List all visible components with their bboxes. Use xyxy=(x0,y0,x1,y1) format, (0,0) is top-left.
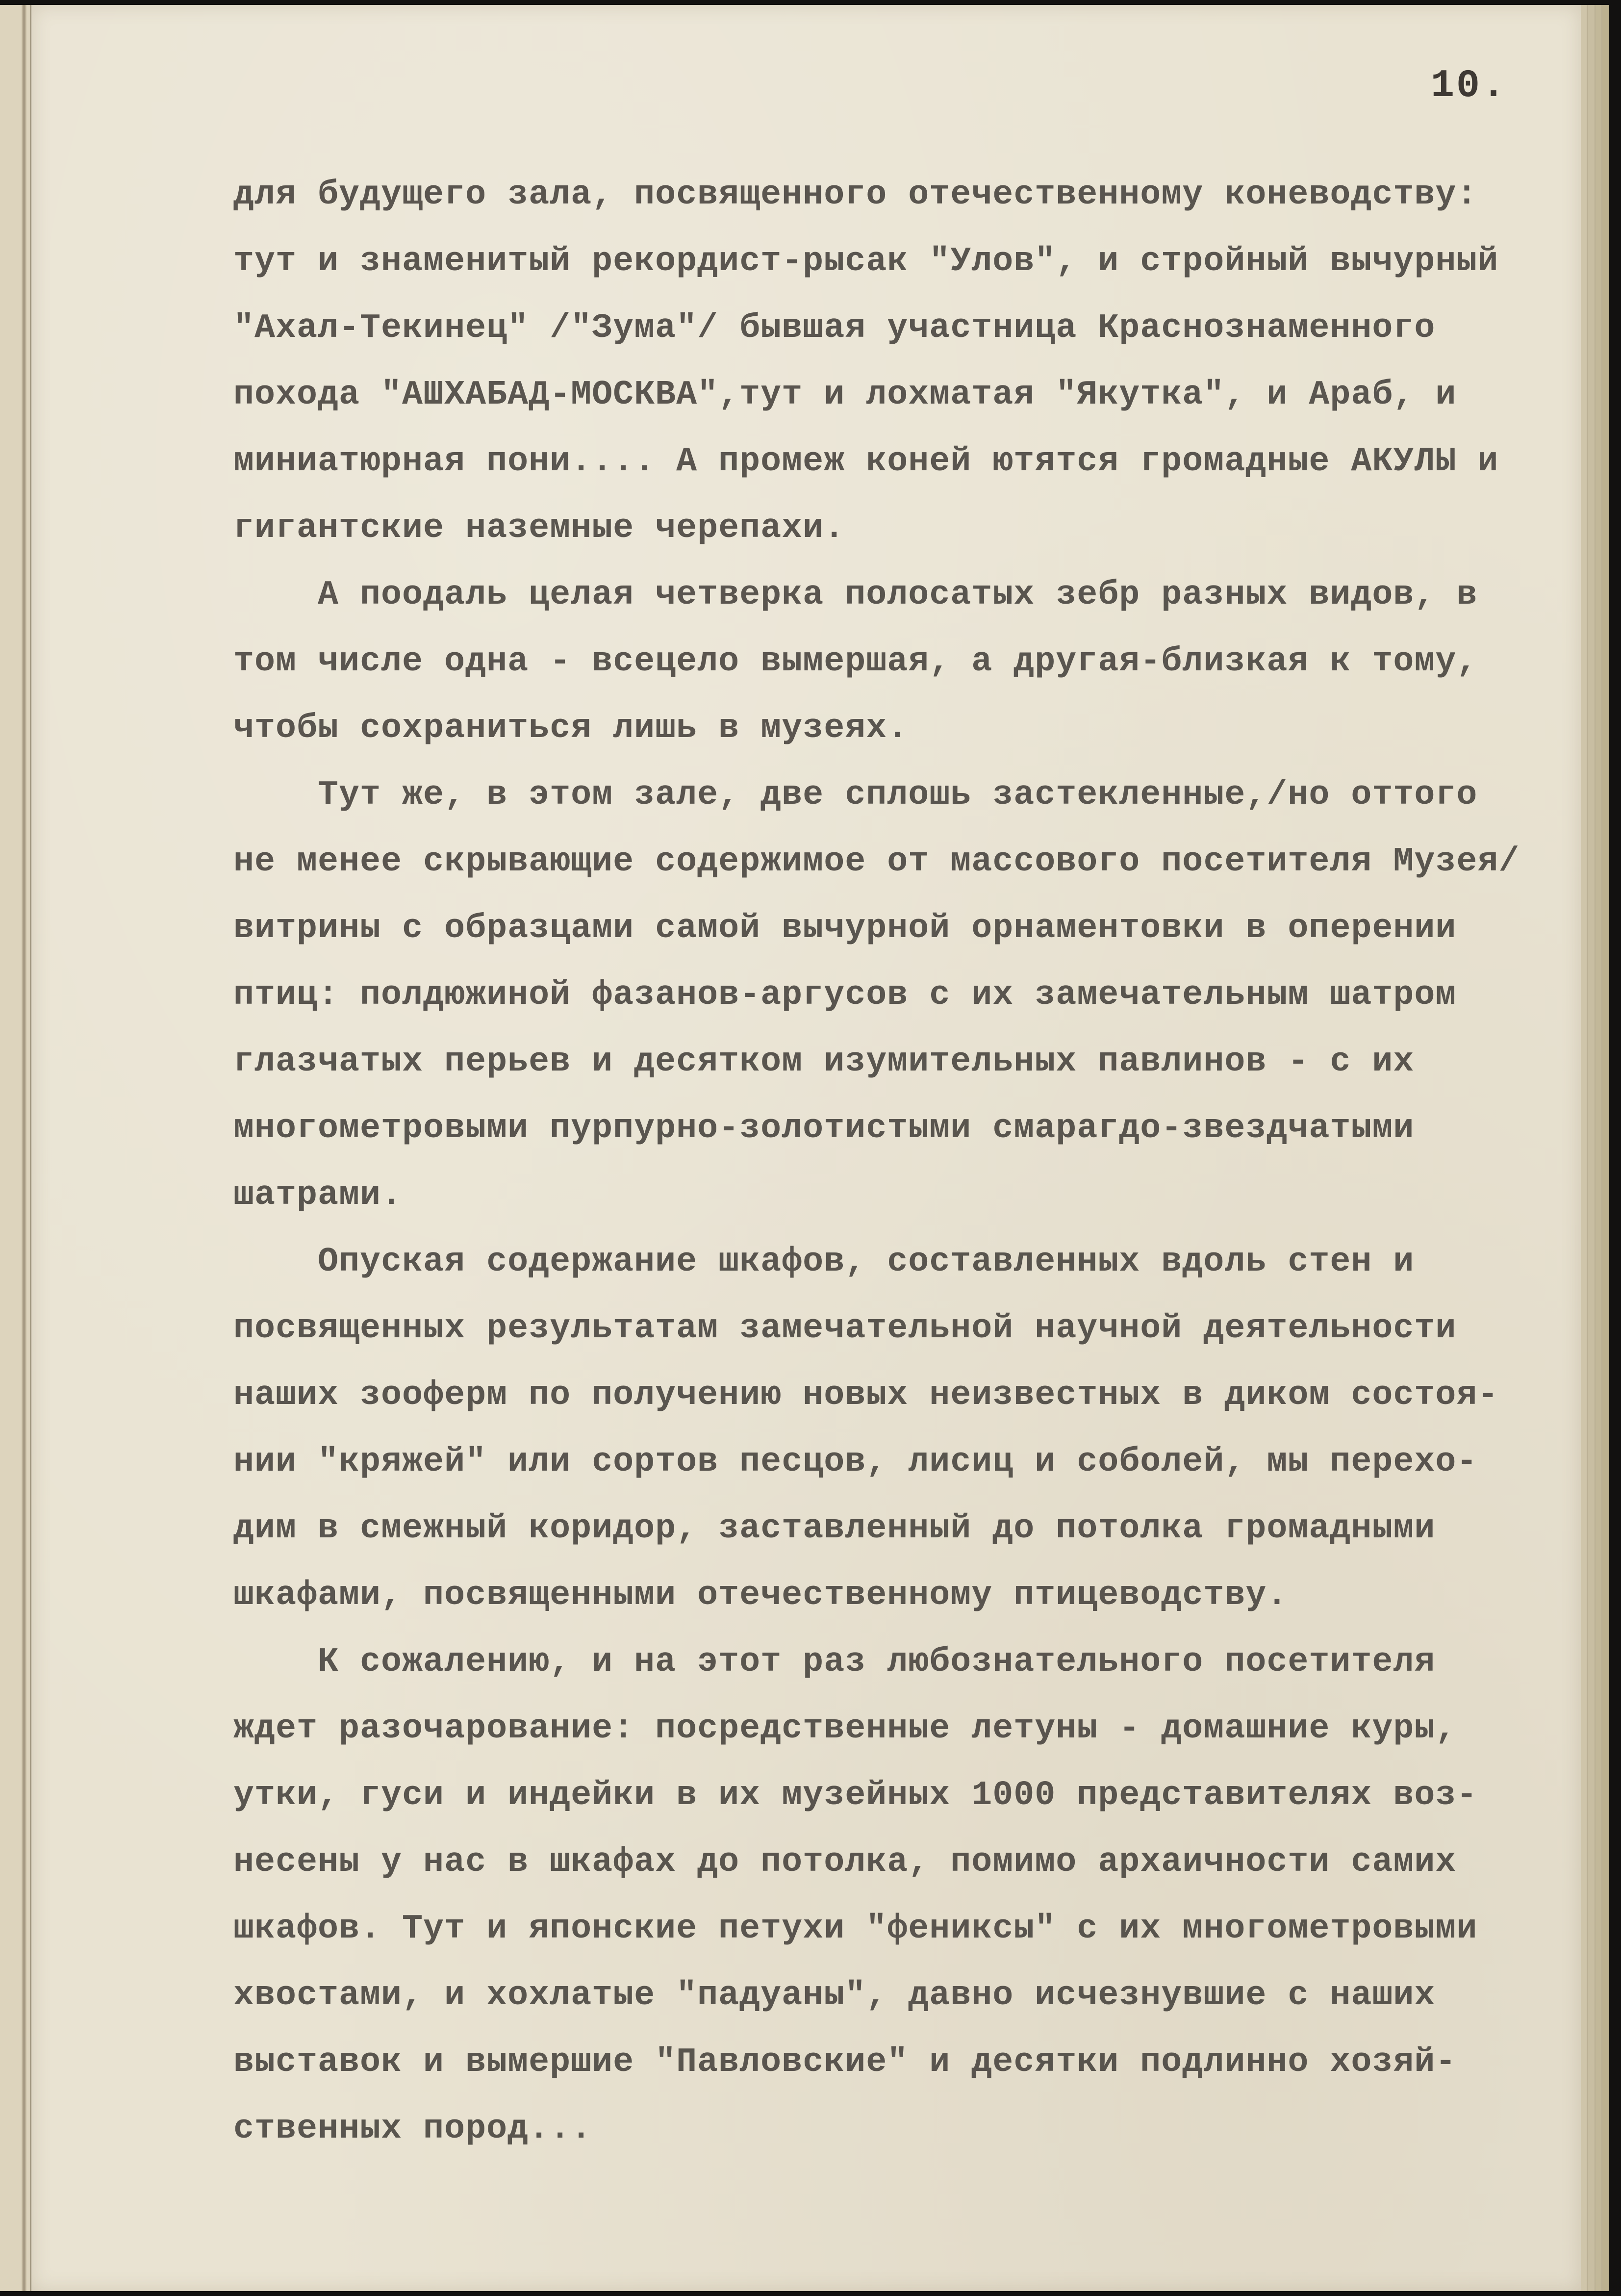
text-line: тут и знаменитый рекордист-рысак "Улов", и стройный вычурный xyxy=(233,242,1499,281)
text-line: утки, гуси и индейки в их музейных 1000 представителях воз- xyxy=(233,1776,1478,1815)
binding-fold xyxy=(22,5,26,2291)
text-line: ждет разочарование: посредственные летуны - домашние куры, xyxy=(233,1709,1457,1748)
text-line: витрины с образцами самой вычурной орнаментовки в оперении xyxy=(233,909,1457,948)
text-line: глазчатых перьев и десятком изумительных павлинов - с их xyxy=(233,1043,1415,1081)
text-line: Опуская содержание шкафов, составленных вдоль стен и xyxy=(233,1243,1415,1281)
text-line: шкафов. Тут и японские петухи "фениксы" с их многометровыми xyxy=(233,1910,1478,1948)
text-line: наших зооферм по получению новых неизвестных в диком состоя- xyxy=(233,1376,1499,1415)
text-line: том числе одна - всецело вымершая, а другая-близкая к тому, xyxy=(233,642,1478,681)
text-line: К сожалению, и на этот раз любознательного посетителя xyxy=(233,1643,1436,1682)
text-line: шкафами, посвященными отечественному птицеводству. xyxy=(233,1576,1288,1615)
text-line: нии "кряжей" или сортов песцов, лисиц и соболей, мы перехо- xyxy=(233,1443,1478,1481)
text-line: миниатюрная пони.... А промеж коней ютятся громадные АКУЛЫ и xyxy=(233,442,1499,481)
text-line: выставок и вымершие "Павловские" и десятки подлинно хозяй- xyxy=(233,2043,1457,2082)
text-line: "Ахал-Текинец" /"Зума"/ бывшая участница Краснознаменного xyxy=(233,309,1436,348)
previous-leaf-edge xyxy=(0,5,32,2291)
text-line: чтобы сохраниться лишь в музеях. xyxy=(233,709,909,748)
page-number: 10. xyxy=(1430,64,1507,108)
typewritten-text xyxy=(233,162,1616,2163)
text-line: ственных пород... xyxy=(233,2110,592,2148)
text-line: не менее скрывающие содержимое от массового посетителя Музея/ xyxy=(233,842,1520,881)
text-line: несены у нас в шкафах до потолка, помимо архаичности самих xyxy=(233,1843,1457,1882)
text-line: для будущего зала, посвященного отечественному коневодству: xyxy=(233,176,1478,214)
text-line: гигантские наземные черепахи. xyxy=(233,509,845,548)
text-line: шатрами. xyxy=(233,1176,403,1215)
text-line: А поодаль целая четверка полосатых зебр разных видов, в xyxy=(233,576,1478,614)
paper-sheet xyxy=(31,5,1581,2291)
text-line: Тут же, в этом зале, две сплошь застекленные,/но оттого xyxy=(233,776,1478,815)
text-line: многометровыми пурпурно-золотистыми смарагдо-звездчатыми xyxy=(233,1109,1415,1148)
text-line: дим в смежный коридор, заставленный до потолка громадными xyxy=(233,1509,1436,1548)
text-line: похода "АШХАБАД-МОСКВА",тут и лохматая "Якутка", и Араб, и xyxy=(233,376,1457,414)
text-line: посвященных результатам замечательной научной деятельности xyxy=(233,1309,1457,1348)
text-line: хвостами, и хохлатые "падуаны", давно исчезнувшие с наших xyxy=(233,1976,1436,2015)
text-line: птиц: полдюжиной фазанов-аргусов с их замечательным шатром xyxy=(233,976,1457,1015)
